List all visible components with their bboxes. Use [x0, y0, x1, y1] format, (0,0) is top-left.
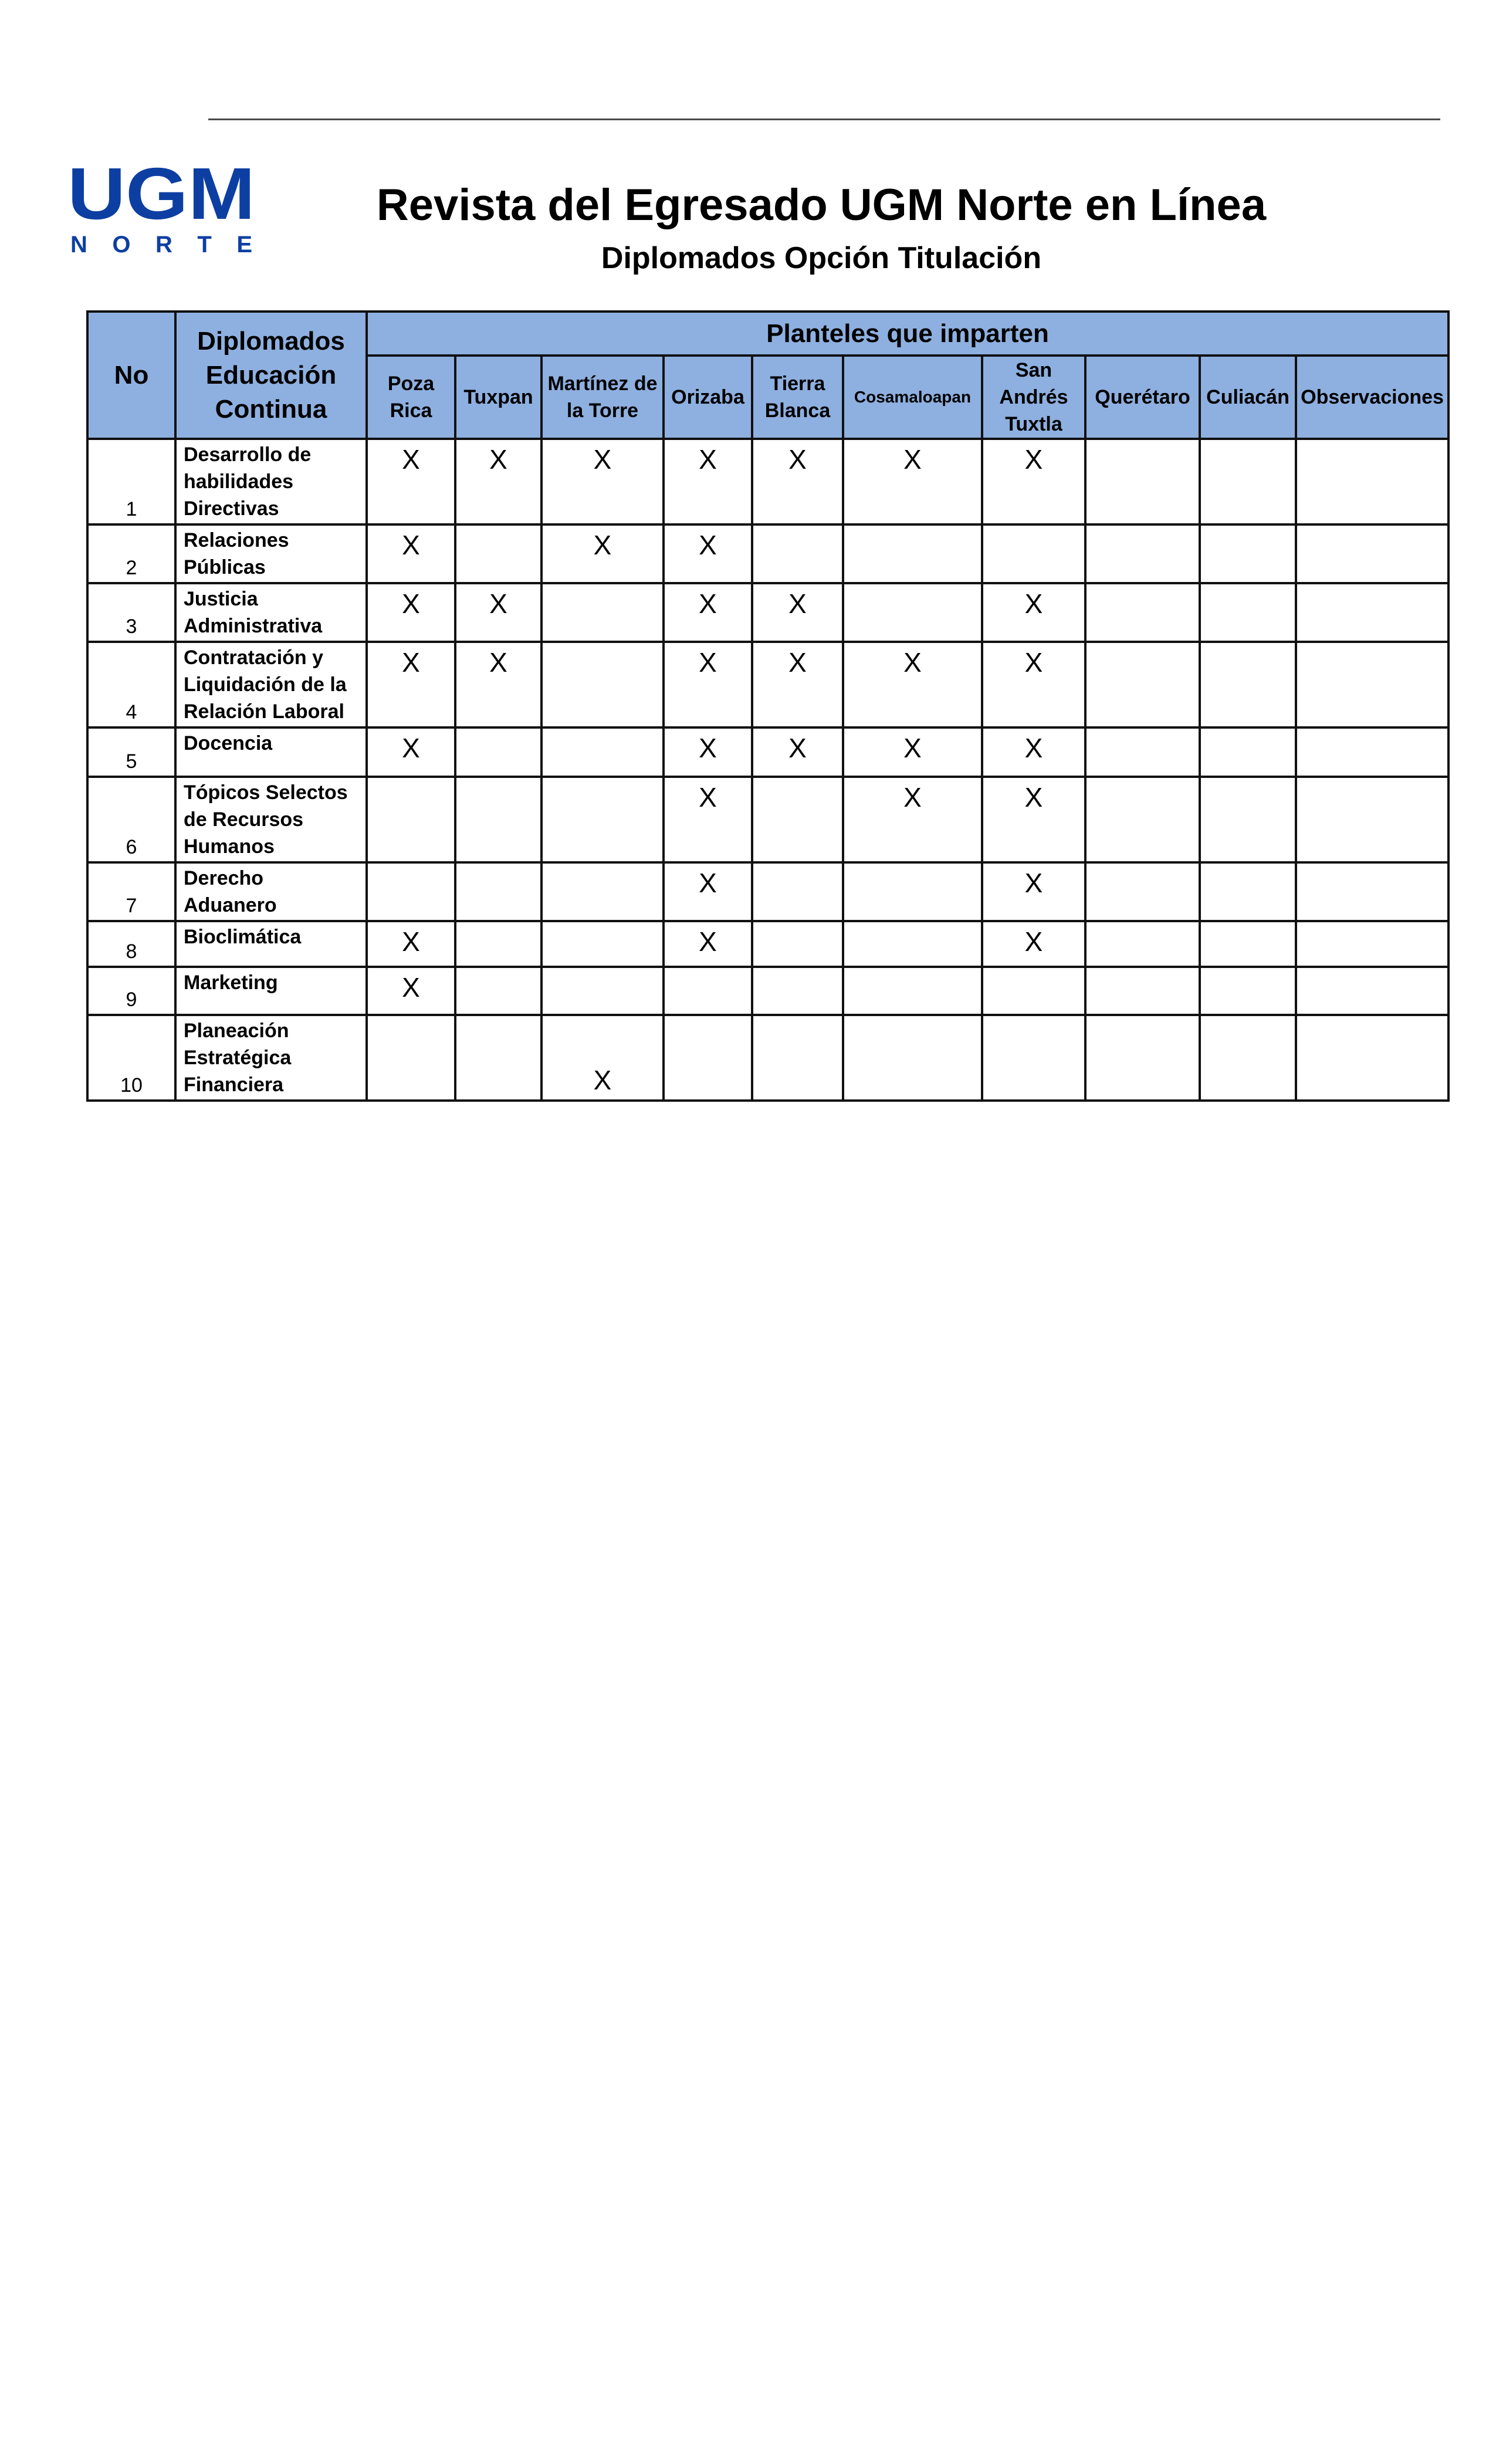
- availability-cell: X: [843, 439, 982, 524]
- row-number: 5: [87, 727, 175, 777]
- availability-cell: [541, 967, 664, 1015]
- availability-cell: [1296, 862, 1448, 921]
- availability-cell: [1200, 1015, 1296, 1101]
- availability-cell: X: [367, 642, 455, 727]
- availability-cell: [455, 524, 541, 583]
- availability-cell: X: [367, 583, 455, 642]
- availability-cell: [541, 921, 664, 967]
- availability-cell: X: [752, 439, 843, 524]
- availability-cell: [843, 583, 982, 642]
- availability-cell: X: [455, 583, 541, 642]
- diplomado-name: Marketing: [175, 967, 367, 1015]
- availability-cell: X: [982, 727, 1085, 777]
- availability-cell: [1296, 642, 1448, 727]
- availability-cell: [664, 1015, 752, 1101]
- row-number: 7: [87, 862, 175, 921]
- availability-cell: [843, 862, 982, 921]
- availability-cell: [1200, 642, 1296, 727]
- table-row: [87, 777, 1448, 862]
- availability-cell: [455, 862, 541, 921]
- table-row: [87, 642, 1448, 727]
- diplomado-name: Justicia Administrativa: [175, 583, 367, 642]
- table-row: [87, 967, 1448, 1015]
- campus-header: Querétaro: [1085, 356, 1200, 439]
- availability-cell: [843, 524, 982, 583]
- availability-cell: [982, 524, 1085, 583]
- diplomado-name: Tópicos Selectos de Recursos Humanos: [175, 777, 367, 862]
- availability-cell: [1085, 1015, 1200, 1101]
- diplomado-name: Bioclimática: [175, 921, 367, 967]
- availability-cell: X: [843, 642, 982, 727]
- row-number: 1: [87, 439, 175, 524]
- availability-cell: X: [752, 583, 843, 642]
- availability-cell: [1200, 967, 1296, 1015]
- availability-cell: [843, 1015, 982, 1101]
- logo-text: UGM: [67, 163, 255, 235]
- availability-cell: [752, 1015, 843, 1101]
- availability-cell: [752, 862, 843, 921]
- availability-cell: [843, 967, 982, 1015]
- availability-cell: [1296, 777, 1448, 862]
- availability-cell: X: [541, 439, 664, 524]
- availability-cell: X: [664, 862, 752, 921]
- availability-cell: [1200, 583, 1296, 642]
- availability-cell: [1085, 777, 1200, 862]
- row-number: 2: [87, 524, 175, 583]
- availability-cell: X: [982, 583, 1085, 642]
- diplomado-name: Contratación y Liquidación de la Relación Laboral: [175, 642, 367, 727]
- table-row: [87, 862, 1448, 921]
- availability-cell: X: [367, 967, 455, 1015]
- row-number: 4: [87, 642, 175, 727]
- availability-cell: [1085, 921, 1200, 967]
- page-subtitle: Diplomados Opción Titulación: [601, 241, 1042, 275]
- availability-cell: [982, 967, 1085, 1015]
- availability-cell: [1200, 439, 1296, 524]
- availability-cell: X: [664, 583, 752, 642]
- group-header-planteles: Planteles que imparten: [367, 312, 1448, 356]
- campus-header: Orizaba: [664, 356, 752, 439]
- availability-cell: [1085, 642, 1200, 727]
- campus-header: Poza Rica: [367, 356, 455, 439]
- availability-cell: [1200, 524, 1296, 583]
- availability-cell: [1085, 583, 1200, 642]
- diplomados-table: [86, 310, 1450, 1102]
- availability-cell: [1200, 777, 1296, 862]
- availability-cell: X: [367, 921, 455, 967]
- availability-cell: [843, 921, 982, 967]
- row-number: 10: [87, 1015, 175, 1101]
- availability-cell: X: [664, 921, 752, 967]
- row-number: 3: [87, 583, 175, 642]
- campus-header: Cosamaloapan: [843, 356, 982, 439]
- availability-cell: [752, 967, 843, 1015]
- availability-cell: X: [664, 727, 752, 777]
- availability-cell: [1085, 967, 1200, 1015]
- availability-cell: X: [843, 777, 982, 862]
- table-body: [87, 439, 1448, 1101]
- availability-cell: X: [752, 727, 843, 777]
- campus-header: San Andrés Tuxtla: [982, 356, 1085, 439]
- availability-cell: X: [664, 439, 752, 524]
- availability-cell: [1296, 1015, 1448, 1101]
- availability-cell: [1296, 727, 1448, 777]
- availability-cell: [1085, 524, 1200, 583]
- availability-cell: X: [752, 642, 843, 727]
- availability-cell: X: [367, 524, 455, 583]
- availability-cell: [367, 862, 455, 921]
- availability-cell: [1296, 583, 1448, 642]
- page-title: Revista del Egresado UGM Norte en Línea: [376, 180, 1267, 230]
- availability-cell: X: [982, 921, 1085, 967]
- availability-cell: [541, 583, 664, 642]
- availability-cell: X: [367, 727, 455, 777]
- availability-cell: X: [982, 439, 1085, 524]
- table-row: [87, 1015, 1448, 1101]
- availability-cell: [752, 524, 843, 583]
- availability-cell: [1085, 862, 1200, 921]
- campus-header: Tuxpan: [455, 356, 541, 439]
- availability-cell: [664, 967, 752, 1015]
- diplomado-name: Docencia: [175, 727, 367, 777]
- availability-cell: [1085, 727, 1200, 777]
- availability-cell: [541, 777, 664, 862]
- table-row: [87, 727, 1448, 777]
- availability-cell: [1296, 524, 1448, 583]
- availability-cell: [1200, 862, 1296, 921]
- diplomado-name: Derecho Aduanero: [175, 862, 367, 921]
- table-row: [87, 921, 1448, 967]
- availability-cell: X: [982, 777, 1085, 862]
- availability-cell: [541, 727, 664, 777]
- table-row: [87, 439, 1448, 524]
- availability-cell: X: [664, 777, 752, 862]
- availability-cell: [541, 642, 664, 727]
- availability-cell: X: [455, 642, 541, 727]
- availability-cell: [367, 1015, 455, 1101]
- availability-cell: [1200, 921, 1296, 967]
- availability-cell: [752, 921, 843, 967]
- availability-cell: X: [455, 439, 541, 524]
- availability-cell: [541, 862, 664, 921]
- row-number: 6: [87, 777, 175, 862]
- availability-cell: [367, 777, 455, 862]
- availability-cell: X: [541, 524, 664, 583]
- diplomado-name: Planeación Estratégica Financiera: [175, 1015, 367, 1101]
- campus-header: Tierra Blanca: [752, 356, 843, 439]
- availability-cell: X: [843, 727, 982, 777]
- col-header-no: No: [87, 312, 175, 439]
- availability-cell: [455, 967, 541, 1015]
- availability-cell: X: [664, 524, 752, 583]
- availability-cell: [982, 1015, 1085, 1101]
- diplomado-name: Desarrollo de habilidades Directivas: [175, 439, 367, 524]
- availability-cell: [1296, 967, 1448, 1015]
- availability-cell: [1296, 439, 1448, 524]
- availability-cell: X: [367, 439, 455, 524]
- ugm-norte-logo: [65, 163, 258, 257]
- availability-cell: X: [982, 642, 1085, 727]
- logo-subtext: NORTE: [70, 232, 252, 257]
- top-rule: [208, 119, 1440, 120]
- availability-cell: X: [982, 862, 1085, 921]
- availability-cell: [455, 1015, 541, 1101]
- availability-cell: [1085, 439, 1200, 524]
- diplomado-name: Relaciones Públicas: [175, 524, 367, 583]
- campus-header: Martínez de la Torre: [541, 356, 664, 439]
- table-row: [87, 583, 1448, 642]
- campus-header: Culiacán: [1200, 356, 1296, 439]
- table-row: [87, 524, 1448, 583]
- availability-cell: X: [541, 1015, 664, 1101]
- availability-cell: X: [664, 642, 752, 727]
- row-number: 8: [87, 921, 175, 967]
- availability-cell: [752, 777, 843, 862]
- row-number: 9: [87, 967, 175, 1015]
- availability-cell: [455, 921, 541, 967]
- campus-header: Observaciones: [1296, 356, 1448, 439]
- col-header-diplomado: Diplomados Educación Continua: [175, 312, 367, 439]
- availability-cell: [1296, 921, 1448, 967]
- availability-cell: [455, 727, 541, 777]
- availability-cell: [455, 777, 541, 862]
- availability-cell: [1200, 727, 1296, 777]
